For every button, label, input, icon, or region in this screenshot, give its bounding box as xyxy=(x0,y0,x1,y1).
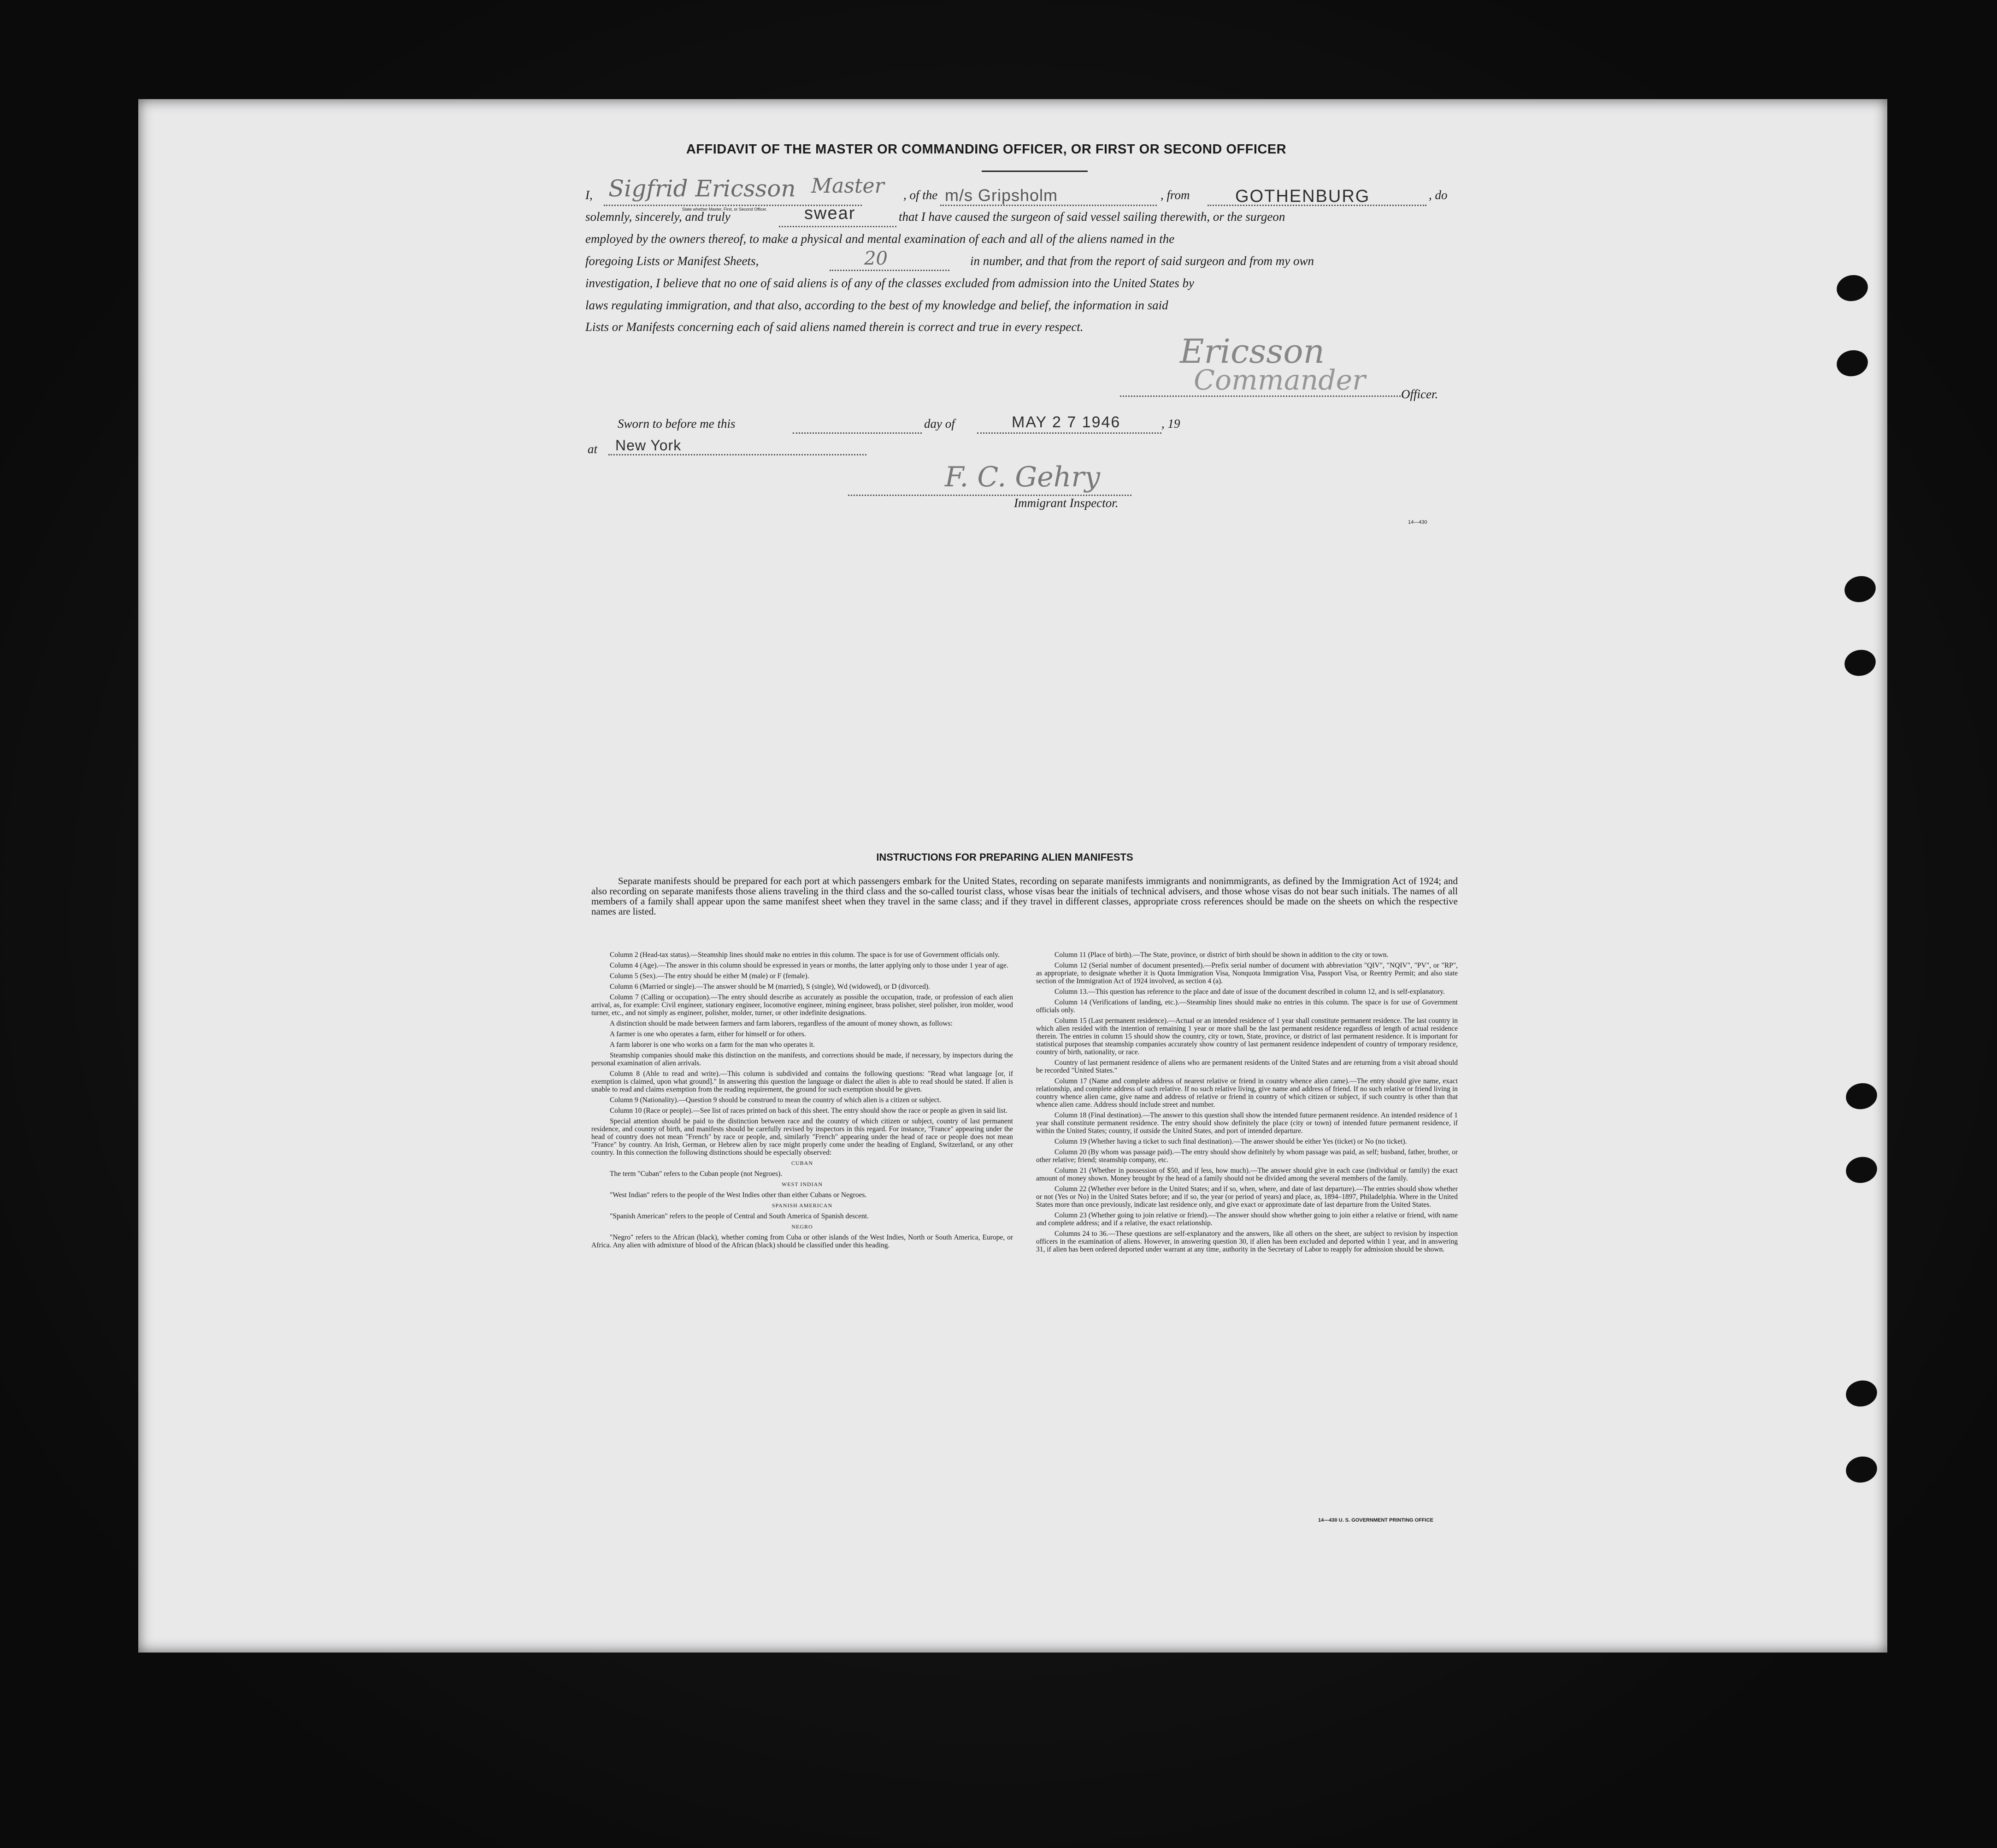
race-heading: SPANISH AMERICAN xyxy=(772,1202,833,1209)
sworn-year-prefix: , 19 xyxy=(1161,417,1180,431)
instructions-right-column xyxy=(1036,951,1458,1256)
race-heading: CUBAN xyxy=(791,1160,813,1166)
officer-signature: Ericsson xyxy=(1180,332,1325,371)
officer-label: Officer. xyxy=(1401,387,1438,401)
instruction-paragraph: Column 22 (Whether ever before in the United States; and if so, when, where, and date of last departure).—The entries should show whether or not (Yes or No) in the United States before; and if so, the year (or period of years) and place, as, 1894–1897, Philadelphia. Where in the United States more than once previously, indicate last residence only, and give exact or approximate date of last departure from the United States. xyxy=(1036,1185,1458,1209)
instruction-paragraph: Column 13.—This question has reference to the place and date of issue of the document described in column 12, and is self-explanatory. xyxy=(1054,988,1445,996)
instruction-paragraph: Column 10 (Race or people).—See list of races printed on back of this sheet. The entry should show the race or people as given in said list. xyxy=(610,1107,1007,1115)
instruction-paragraph: Column 6 (Married or single).—The answer should be M (married), S (single), Wd (widowed), or D (divorced). xyxy=(610,983,930,991)
line-1-prefix: I, xyxy=(585,188,593,202)
inspector-signature: F. C. Gehry xyxy=(945,461,1101,493)
instructions-left-column xyxy=(591,951,1013,1252)
race-definition: "Spanish American" refers to the people of Central and South America of Spanish descent. xyxy=(610,1212,869,1220)
officer-title-handwriting: Master xyxy=(811,174,884,198)
line-4-b: in number, and that from the report of said surgeon and from my own xyxy=(970,254,1314,268)
inspector-label: Immigrant Inspector. xyxy=(1014,496,1119,510)
instruction-paragraph: Special attention should be paid to the distinction between race and the country of which citizen or subject, country of last permanent residence, and country of birth, and manifests should be carefully revised by inspectors in this regard. For instance, "France" appearing under the head of country does not mean "French" by race or people, and, similarly "French" appearing under the head of race or people does not mean "France" by country. An Irish, German, or Hebrew alien by race might properly come under the heading of England, Switzerland, or any other country. In this connection the following distinctions should be especially observed: xyxy=(591,1117,1013,1157)
sworn-date-underline xyxy=(977,432,1161,434)
race-definition: "Negro" refers to the African (black), whether coming from Cuba or other islands of the West Indies, North or South America, Europe, or Africa. Any alien with admixture of blood of the African (black) should be classified under this heading. xyxy=(591,1234,1013,1249)
oath-word: swear xyxy=(804,204,856,223)
affidavit-line-7: Lists or Manifests concerning each of said aliens named therein is correct and true in every respect. xyxy=(585,320,1084,334)
sheet-count-handwriting: 20 xyxy=(864,248,888,269)
instructions-title: INSTRUCTIONS FOR PREPARING ALIEN MANIFESTS xyxy=(876,851,1133,863)
line-1-of-the: , of the xyxy=(903,188,938,202)
form-code: 14—430 xyxy=(1408,520,1427,525)
instruction-paragraph: Column 15 (Last permanent residence).—Actual or an intended residence of 1 year shall constitute permanent residence. The last country in which alien resided with the intention of remaining 1 year or more shall be the last permanent residence regardless of length of actual residence therein. The entries in column 15 should show the country, city or town, State, province, or district of last permanent residence. It is important for statistical purposes that steamship companies accurately show country of last permanent residence independent of country of temporary residence, country of birth, nationality, or race. xyxy=(1036,1017,1458,1056)
affidavit-title: AFFIDAVIT OF THE MASTER OR COMMANDING OFFICER, OR FIRST OR SECOND OFFICER xyxy=(686,142,1287,157)
line-1-from: , from xyxy=(1160,188,1190,202)
instruction-paragraph: Column 2 (Head-tax status).—Steamship lines should make no entries in this column. The space is for use of Government officials only. xyxy=(610,951,1000,959)
instruction-paragraph: Column 20 (By whom was passage paid).—The entry should show definitely by whom passage was paid, as self; husband, father, brother, or other relative; friend; steamship company, etc. xyxy=(1036,1148,1458,1164)
line-2-b: that I have caused the surgeon of said vessel sailing therewith, or the surgeon xyxy=(899,210,1285,224)
instruction-paragraph: Column 7 (Calling or occupation).—The entry should describe as accurately as possible the occupation, trade, or profession of each alien arrival, as, for example: Civil engineer, stationary engineer, locomotive engineer, mining engineer, brass polisher, steel polisher, iron molder, wood turner, etc., and not simply as engineer, polisher, molder, turner, or other indefinite designations. xyxy=(591,993,1013,1017)
instruction-paragraph: Column 18 (Final destination).—The answer to this question shall show the intended future permanent residence. An intended residence of 1 year shall constitute permanent residence. The entry should show definitely the place (city or town) of intended future permanent residence, if within the United States; country, if outside the United States, and port of intended departure. xyxy=(1036,1111,1458,1135)
title-rule xyxy=(982,171,1088,172)
race-definition: The term "Cuban" refers to the Cuban people (not Negroes). xyxy=(610,1170,783,1178)
instructions-intro: Separate manifests should be prepared for each port at which passengers embark for the United States, recording on separate manifests immigrants and nonimmigrants, as defined by the Immigration Act of 1924; and also recording on separate manifests those aliens traveling in the third class and the so-called tourist class, whose visas bear the initials of technical advisers, and those whose visas do not bear such initials. The names of all members of a family shall appear upon the same manifest sheet when they travel in the same class; and if they travel in different classes, appropriate cross references should be made on the sheets on which the respective names are listed. xyxy=(591,875,1458,917)
instruction-paragraph: Steamship companies should make this distinction on the manifests, and corrections should be made, if necessary, by inspectors during the personal examination of alien arrivals. xyxy=(591,1051,1013,1067)
instruction-paragraph: A distinction should be made between farmers and farm laborers, regardless of the amount of money shown, as follows: xyxy=(610,1020,953,1027)
instruction-paragraph: Column 5 (Sex).—The entry should be either M (male) or F (female). xyxy=(610,972,809,980)
affidavit-line-3: employed by the owners thereof, to make a physical and mental examination of each and all of the aliens named in the xyxy=(585,232,1175,246)
sworn-day-underline xyxy=(793,432,922,434)
sworn-day-of: day of xyxy=(924,417,955,431)
line-2-a: solemnly, sincerely, and truly xyxy=(585,210,730,224)
instruction-paragraph: A farmer is one who operates a farm, either for himself or for others. xyxy=(610,1030,806,1038)
race-heading: WEST INDIAN xyxy=(781,1181,823,1187)
at-label: at xyxy=(588,442,598,456)
instruction-paragraph: Column 14 (Verifications of landing, etc.).—Steamship lines should make no entries in this column. The space is for use of Government officials only. xyxy=(1036,998,1458,1014)
instruction-paragraph: Column 23 (Whether going to join relative or friend).—The answer should show whether going to join either a relative or friend, with name and complete address; and if a relative, the exact relationship. xyxy=(1036,1211,1458,1227)
place-underline xyxy=(608,454,866,455)
instruction-paragraph: Column 11 (Place of birth).—The State, province, or district of birth should be shown in addition to the city or town. xyxy=(1054,951,1389,959)
instruction-paragraph: Columns 24 to 36.—These questions are self-explanatory and the answers, like all others on the sheet, are subject to revision by inspection officers in the examination of aliens. However, in answering question 30, if alien has been excluded and deported within 1 year, and in answering 31, if alien has been ordered deported under warrant at any time, authority in the Secretary of Labor to reapply for admission should be shown. xyxy=(1036,1230,1458,1253)
oath-underline xyxy=(779,226,896,227)
place-stamp: New York xyxy=(615,437,682,454)
instruction-paragraph: Column 8 (Able to read and write).—This column is subdivided and contains the following questions: "Read what language [or, if exemption is claimed, upon what ground]." In answering this question the language or dialect the alien is able to read should be stated. If alien is unable to read and claims exemption from the reading requirement, the ground for such exemption should be given. xyxy=(591,1070,1013,1093)
line-4-a: foregoing Lists or Manifest Sheets, xyxy=(585,254,759,268)
instruction-paragraph: Column 9 (Nationality).—Question 9 should be construed to mean the country of which alien is a citizen or subject. xyxy=(610,1096,941,1104)
instruction-paragraph: Column 21 (Whether in possession of $50, and if less, how much).—The answer should give in each case (individual or family) the exact amount of money shown. Money brought by the head of a family should not be divided among the several members of the family. xyxy=(1036,1167,1458,1182)
affidavit-line-5: investigation, I believe that no one of said aliens is of any of the classes excluded from admission into the United States by xyxy=(585,276,1195,290)
instruction-paragraph: Column 4 (Age).—The answer in this column should be expressed in years or months, the latter applying only to those under 1 year of age. xyxy=(610,962,1008,969)
sworn-date-stamp: MAY 2 7 1946 xyxy=(1012,413,1121,431)
instruction-paragraph: Column 19 (Whether having a ticket to such final destination).—The answer should be either Yes (ticket) or No (no ticket). xyxy=(1054,1138,1407,1145)
line-1-do: , do xyxy=(1429,188,1448,202)
instruction-paragraph: Column 12 (Serial number of document presented).—Prefix serial number of document with abbreviation "QIV", "NQIV", "PV", or "RP", as appropriate, to designate whether it is Quota Immigration Visa, Nonquota Immigration Visa, Passport Visa, or Reentry Permit; and also state section of the Immigration Act of 1924 involved, as section 4 (a). xyxy=(1036,962,1458,985)
instruction-paragraph: Column 17 (Name and complete address of nearest relative or friend in country whence alien came).—The entry should give name, exact relationship, and complete address of such relative. If no such relative living, give name and address of friend. If no such relative or friend living in country whence alien came, give name and address of relative or friend in country of which citizen or subject, if such country is other than that whence alien came. Address should include street and number. xyxy=(1036,1077,1458,1109)
printing-office-imprint: 14—430 U. S. GOVERNMENT PRINTING OFFICE xyxy=(1318,1517,1433,1523)
vessel-name: m/s Gripsholm xyxy=(945,186,1058,205)
officer-name-handwriting: Sigfrid Ericsson xyxy=(608,175,796,202)
instruction-paragraph: A farm laborer is one who works on a farm for the man who operates it. xyxy=(610,1041,815,1049)
departure-port: GOTHENBURG xyxy=(1235,187,1370,206)
officer-signature-title: Commander xyxy=(1194,364,1366,396)
instruction-paragraph: Country of last permanent residence of aliens who are permanent residents of the United States and are returning from a visit abroad should be recorded "United States." xyxy=(1036,1059,1458,1075)
sworn-prefix: Sworn to before me this xyxy=(618,417,736,431)
officer-caption: State whether Master, First, or Second Officer. xyxy=(682,207,767,212)
race-definition: "West Indian" refers to the people of the West Indies other than either Cubans or Negroes. xyxy=(610,1191,867,1199)
affidavit-line-6: laws regulating immigration, and that also, according to the best of my knowledge and belief, the information in said xyxy=(585,298,1168,312)
sheet-count-underline xyxy=(830,270,949,271)
race-heading: NEGRO xyxy=(791,1223,813,1230)
